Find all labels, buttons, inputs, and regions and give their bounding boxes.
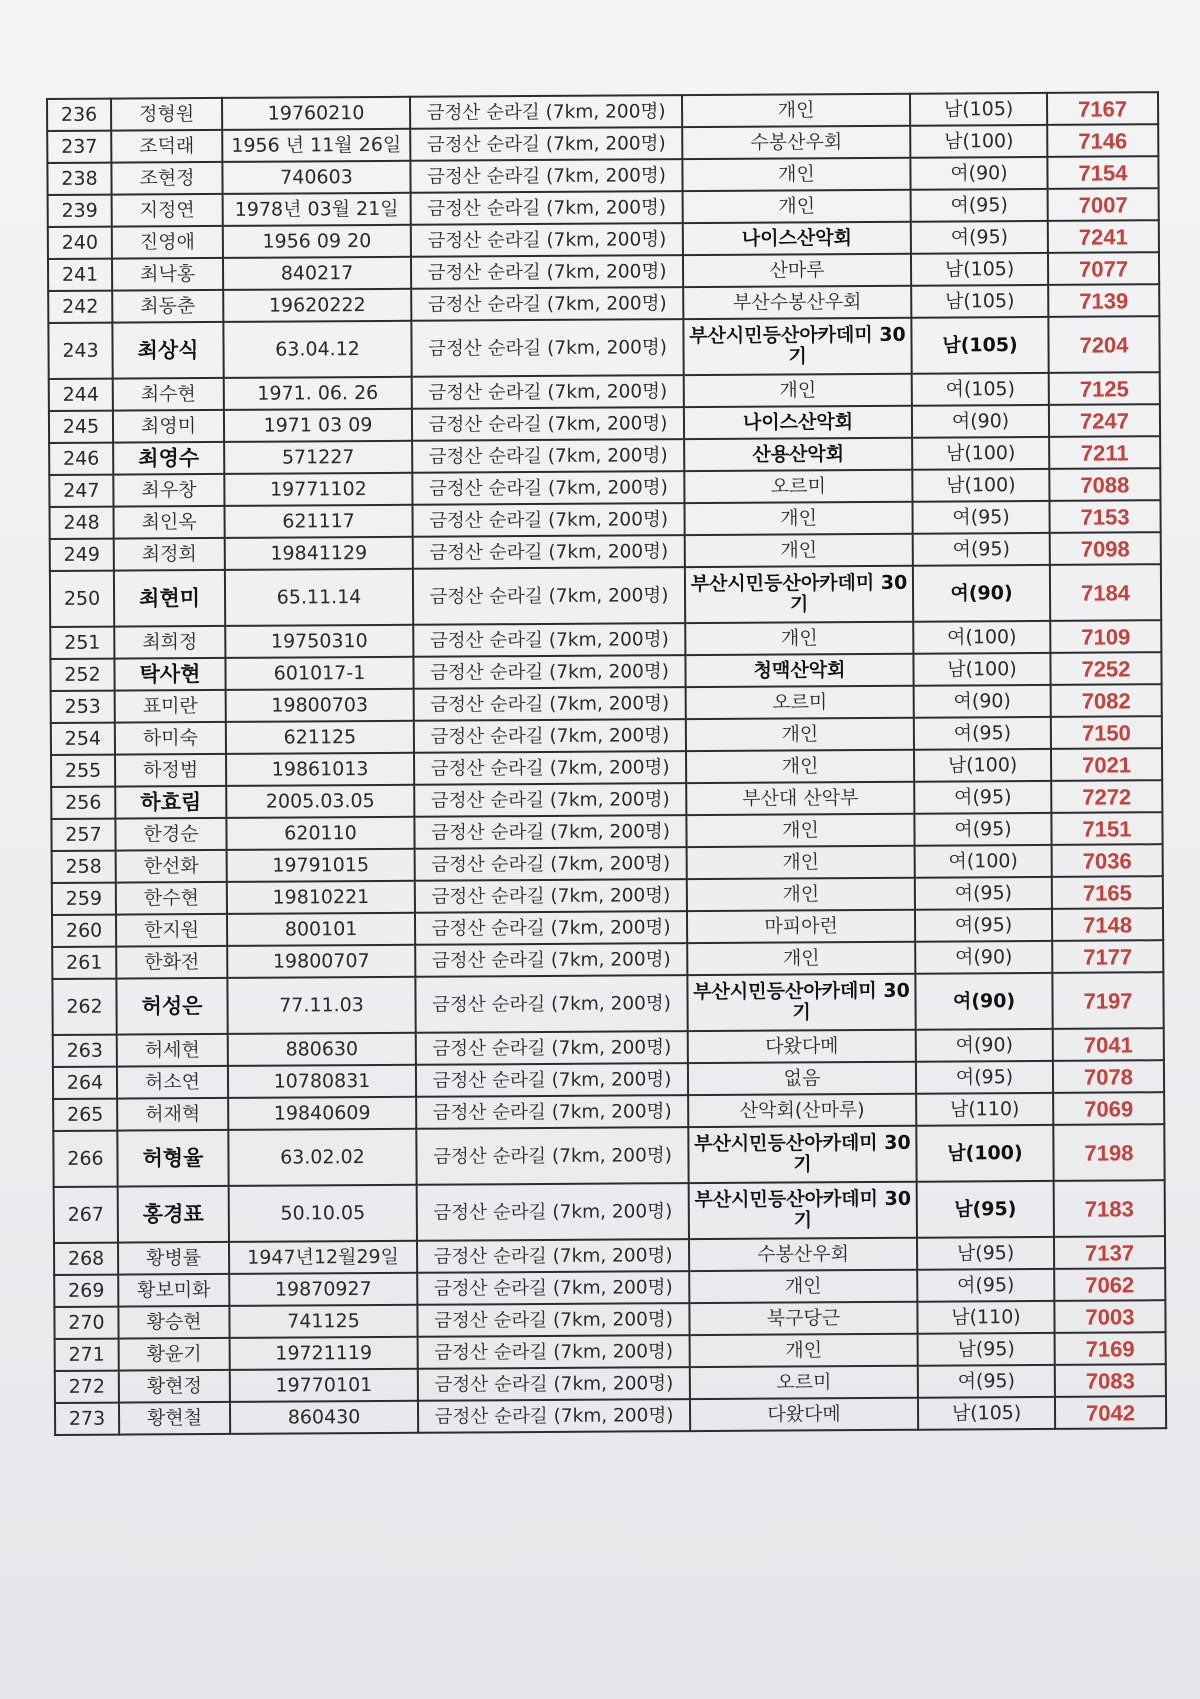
club-cell: 북구당근 <box>689 1302 917 1335</box>
row-number-cell: 255 <box>51 755 115 787</box>
size-cell: 여(95) <box>914 717 1051 750</box>
bib-number-cell: 7088 <box>1049 468 1160 501</box>
bib-number-cell: 7007 <box>1048 188 1159 221</box>
name-cell: 최정희 <box>114 538 225 571</box>
name-cell: 최인옥 <box>113 506 224 539</box>
bib-number-cell: 7139 <box>1048 284 1159 317</box>
bib-number-cell: 7165 <box>1052 876 1163 909</box>
name-cell: 허형율 <box>117 1130 228 1187</box>
course-cell: 금정산 순라길 (7km, 200명) <box>413 567 685 625</box>
size-cell: 여(90) <box>913 565 1050 622</box>
course-cell: 금정산 순라길 (7km, 200명) <box>410 159 682 193</box>
bib-number-cell: 7062 <box>1054 1268 1165 1301</box>
birthdate-cell: 19750310 <box>225 625 413 658</box>
club-cell: 다왔다메 <box>688 1030 916 1063</box>
name-cell: 홍경표 <box>118 1186 229 1243</box>
course-cell: 금정산 순라길 (7km, 200명) <box>410 127 682 161</box>
name-cell: 황윤기 <box>119 1338 230 1371</box>
course-cell: 금정산 순라길 (7km, 200명) <box>412 407 684 441</box>
size-cell: 여(90) <box>910 157 1047 190</box>
row-number-cell: 239 <box>48 195 112 227</box>
row-number-cell: 256 <box>51 787 115 819</box>
size-cell: 남(105) <box>918 1397 1055 1430</box>
club-cell: 개인 <box>687 942 915 975</box>
size-cell: 여(95) <box>911 189 1048 222</box>
row-number-cell: 238 <box>47 163 111 195</box>
size-cell: 여(95) <box>914 781 1051 814</box>
birthdate-cell: 50.10.05 <box>229 1185 417 1242</box>
size-cell: 남(100) <box>910 125 1047 158</box>
club-cell: 부산시민등산아카데미 30기 <box>687 974 915 1031</box>
row-number-cell: 263 <box>53 1035 117 1067</box>
birthdate-cell: 601017-1 <box>225 657 413 690</box>
birthdate-cell: 19791015 <box>227 849 415 882</box>
name-cell: 최희정 <box>114 626 225 659</box>
club-cell: 부산시민등산아카데미 30기 <box>688 1126 916 1183</box>
club-cell: 오르미 <box>690 1366 918 1399</box>
bib-number-cell: 7003 <box>1054 1300 1165 1333</box>
club-cell: 나이스산악회 <box>684 406 912 439</box>
size-cell: 여(90) <box>912 405 1049 438</box>
row-number-cell: 260 <box>52 915 116 947</box>
club-cell: 오르미 <box>686 686 914 719</box>
club-cell: 개인 <box>684 502 912 535</box>
birthdate-cell: 621117 <box>224 505 412 538</box>
birthdate-cell: 880630 <box>228 1033 416 1066</box>
club-cell: 산마루 <box>683 254 911 287</box>
club-cell: 개인 <box>686 718 914 751</box>
name-cell: 황현정 <box>119 1370 230 1403</box>
birthdate-cell: 19810221 <box>227 881 415 914</box>
bib-number-cell: 7021 <box>1051 748 1162 781</box>
club-cell: 오르미 <box>684 470 912 503</box>
size-cell: 여(95) <box>911 221 1048 254</box>
table-row <box>53 1124 1164 1187</box>
size-cell: 여(95) <box>915 877 1052 910</box>
size-cell: 남(100) <box>912 469 1049 502</box>
bib-number-cell: 7041 <box>1053 1028 1164 1061</box>
name-cell: 최영수 <box>113 442 224 475</box>
row-number-cell: 252 <box>50 659 114 691</box>
course-cell: 금정산 순라길 (7km, 200명) <box>418 1367 690 1401</box>
name-cell: 최수현 <box>113 378 224 411</box>
row-number-cell: 240 <box>48 227 112 259</box>
bib-number-cell: 7042 <box>1055 1396 1166 1429</box>
size-cell: 여(95) <box>915 909 1052 942</box>
course-cell: 금정산 순라길 (7km, 200명) <box>415 847 687 881</box>
bib-number-cell: 7069 <box>1053 1092 1164 1125</box>
size-cell: 여(90) <box>915 941 1052 974</box>
course-cell: 금정산 순라길 (7km, 200명) <box>411 191 683 225</box>
bib-number-cell: 7098 <box>1050 532 1161 565</box>
course-cell: 금정산 순라길 (7km, 200명) <box>415 879 687 913</box>
course-cell: 금정산 순라길 (7km, 200명) <box>413 623 685 657</box>
name-cell: 최동춘 <box>112 290 223 323</box>
birthdate-cell: 10780831 <box>228 1065 416 1098</box>
name-cell: 하정범 <box>115 754 226 787</box>
name-cell: 표미란 <box>115 690 226 723</box>
row-number-cell: 248 <box>49 507 113 539</box>
course-cell: 금정산 순라길 (7km, 200명) <box>414 783 686 817</box>
row-number-cell: 246 <box>49 443 113 475</box>
row-number-cell: 250 <box>50 571 114 627</box>
size-cell: 남(100) <box>914 749 1051 782</box>
course-cell: 금정산 순라길 (7km, 200명) <box>416 1095 688 1129</box>
birthdate-cell: 19840609 <box>228 1097 416 1130</box>
row-number-cell: 268 <box>54 1243 118 1275</box>
name-cell: 하미숙 <box>115 722 226 755</box>
club-cell: 개인 <box>682 94 910 127</box>
course-cell: 금정산 순라길 (7km, 200명) <box>412 503 684 537</box>
club-cell: 개인 <box>687 878 915 911</box>
row-number-cell: 244 <box>49 379 113 411</box>
club-cell: 청맥산악회 <box>685 654 913 687</box>
size-cell: 남(105) <box>911 317 1048 374</box>
size-cell: 여(95) <box>917 1269 1054 1302</box>
name-cell: 최현미 <box>114 570 225 627</box>
size-cell: 남(100) <box>913 653 1050 686</box>
course-cell: 금정산 순라길 (7km, 200명) <box>411 319 683 377</box>
birthdate-cell: 19800707 <box>227 945 415 978</box>
name-cell: 최낙홍 <box>112 258 223 291</box>
size-cell: 여(90) <box>916 1029 1053 1062</box>
club-cell: 없음 <box>688 1062 916 1095</box>
bib-number-cell: 7148 <box>1052 908 1163 941</box>
row-number-cell: 245 <box>49 411 113 443</box>
birthdate-cell: 19870927 <box>229 1273 417 1306</box>
name-cell: 최우창 <box>113 474 224 507</box>
name-cell: 황병률 <box>118 1242 229 1275</box>
row-number-cell: 237 <box>47 131 111 163</box>
row-number-cell: 241 <box>48 259 112 291</box>
bib-number-cell: 7169 <box>1055 1332 1166 1365</box>
course-cell: 금정산 순라길 (7km, 200명) <box>418 1335 690 1369</box>
name-cell: 정형원 <box>111 98 222 131</box>
size-cell: 여(105) <box>912 373 1049 406</box>
birthdate-cell: 860430 <box>230 1401 418 1434</box>
size-cell: 남(100) <box>916 1125 1053 1182</box>
course-cell: 금정산 순라길 (7km, 200명) <box>418 1399 690 1433</box>
name-cell: 한선화 <box>116 850 227 883</box>
row-number-cell: 261 <box>52 947 116 979</box>
course-cell: 금정산 순라길 (7km, 200명) <box>410 95 682 129</box>
course-cell: 금정산 순라길 (7km, 200명) <box>414 687 686 721</box>
bib-number-cell: 7183 <box>1054 1180 1165 1237</box>
size-cell: 남(95) <box>917 1181 1054 1238</box>
bib-number-cell: 7036 <box>1052 844 1163 877</box>
participant-table <box>46 91 1167 1436</box>
bib-number-cell: 7197 <box>1052 972 1163 1029</box>
birthdate-cell: 621125 <box>226 721 414 754</box>
table-row <box>55 1396 1166 1435</box>
bib-number-cell: 7247 <box>1049 404 1160 437</box>
birthdate-cell: 1956 년 11월 26일 <box>222 129 410 162</box>
club-cell: 부산시민등산아카데미 30기 <box>685 566 913 623</box>
course-cell: 금정산 순라길 (7km, 200명) <box>411 223 683 257</box>
bib-number-cell: 7083 <box>1055 1364 1166 1397</box>
size-cell: 남(105) <box>911 285 1048 318</box>
club-cell: 개인 <box>686 750 914 783</box>
club-cell: 부산수봉산우회 <box>683 286 911 319</box>
bib-number-cell: 7241 <box>1048 220 1159 253</box>
size-cell: 남(100) <box>912 437 1049 470</box>
birthdate-cell: 19800703 <box>226 689 414 722</box>
birthdate-cell: 65.11.14 <box>225 569 413 626</box>
club-cell: 개인 <box>685 534 913 567</box>
course-cell: 금정산 순라길 (7km, 200명) <box>412 439 684 473</box>
row-number-cell: 269 <box>54 1275 118 1307</box>
birthdate-cell: 740603 <box>222 161 410 194</box>
course-cell: 금정산 순라길 (7km, 200명) <box>415 975 687 1033</box>
size-cell: 여(95) <box>918 1365 1055 1398</box>
bib-number-cell: 7125 <box>1049 372 1160 405</box>
size-cell: 여(100) <box>915 845 1052 878</box>
bib-number-cell: 7211 <box>1049 436 1160 469</box>
row-number-cell: 265 <box>53 1099 117 1131</box>
name-cell: 한화전 <box>116 946 227 979</box>
club-cell: 나이스산악회 <box>683 222 911 255</box>
size-cell: 여(95) <box>916 1061 1053 1094</box>
bib-number-cell: 7177 <box>1052 940 1163 973</box>
bib-number-cell: 7204 <box>1048 316 1159 373</box>
bib-number-cell: 7167 <box>1047 92 1158 125</box>
club-cell: 개인 <box>689 1270 917 1303</box>
course-cell: 금정산 순라길 (7km, 200명) <box>412 471 684 505</box>
birthdate-cell: 19771102 <box>224 473 412 506</box>
bib-number-cell: 7154 <box>1047 156 1158 189</box>
row-number-cell: 270 <box>54 1307 118 1339</box>
course-cell: 금정산 순라길 (7km, 200명) <box>416 1031 688 1065</box>
name-cell: 한경순 <box>115 818 226 851</box>
birthdate-cell: 620110 <box>226 817 414 850</box>
course-cell: 금정산 순라길 (7km, 200명) <box>417 1183 689 1241</box>
club-cell: 개인 <box>683 190 911 223</box>
birthdate-cell: 19620222 <box>223 289 411 322</box>
name-cell: 최상식 <box>112 322 223 379</box>
birthdate-cell: 77.11.03 <box>227 977 415 1034</box>
birthdate-cell: 2005.03.05 <box>226 785 414 818</box>
birthdate-cell: 63.02.02 <box>228 1129 416 1186</box>
bib-number-cell: 7153 <box>1049 500 1160 533</box>
size-cell: 남(110) <box>916 1093 1053 1126</box>
row-number-cell: 247 <box>49 475 113 507</box>
row-number-cell: 259 <box>52 883 116 915</box>
size-cell: 남(105) <box>911 253 1048 286</box>
row-number-cell: 271 <box>55 1339 119 1371</box>
birthdate-cell: 840217 <box>223 257 411 290</box>
club-cell: 개인 <box>684 374 912 407</box>
course-cell: 금정산 순라길 (7km, 200명) <box>414 719 686 753</box>
table-row <box>48 316 1159 379</box>
club-cell: 개인 <box>685 622 913 655</box>
row-number-cell: 267 <box>54 1187 118 1243</box>
bib-number-cell: 7252 <box>1050 652 1161 685</box>
club-cell: 개인 <box>690 1334 918 1367</box>
club-cell: 수봉산우회 <box>689 1238 917 1271</box>
size-cell: 여(90) <box>915 973 1052 1030</box>
birthdate-cell: 19841129 <box>225 537 413 570</box>
name-cell: 허재혁 <box>117 1098 228 1131</box>
course-cell: 금정산 순라길 (7km, 200명) <box>415 943 687 977</box>
row-number-cell: 257 <box>51 819 115 851</box>
course-cell: 금정산 순라길 (7km, 200명) <box>411 287 683 321</box>
course-cell: 금정산 순라길 (7km, 200명) <box>417 1303 689 1337</box>
name-cell: 탁사현 <box>114 658 225 691</box>
bib-number-cell: 7137 <box>1054 1236 1165 1269</box>
club-cell: 다왔다메 <box>690 1398 918 1431</box>
bib-number-cell: 7146 <box>1047 124 1158 157</box>
name-cell: 허소연 <box>117 1066 228 1099</box>
birthdate-cell: 571227 <box>224 441 412 474</box>
size-cell: 남(95) <box>918 1333 1055 1366</box>
course-cell: 금정산 순라길 (7km, 200명) <box>416 1063 688 1097</box>
size-cell: 남(110) <box>917 1301 1054 1334</box>
size-cell: 여(90) <box>914 685 1051 718</box>
row-number-cell: 273 <box>55 1403 119 1435</box>
name-cell: 허세현 <box>117 1034 228 1067</box>
birthdate-cell: 19770101 <box>230 1369 418 1402</box>
row-number-cell: 242 <box>48 291 112 323</box>
club-cell: 개인 <box>687 846 915 879</box>
course-cell: 금정산 순라길 (7km, 200명) <box>414 815 686 849</box>
bib-number-cell: 7082 <box>1051 684 1162 717</box>
bib-number-cell: 7184 <box>1050 564 1161 621</box>
row-number-cell: 249 <box>50 539 114 571</box>
course-cell: 금정산 순라길 (7km, 200명) <box>413 535 685 569</box>
row-number-cell: 236 <box>47 99 111 131</box>
name-cell: 조현정 <box>111 162 222 195</box>
course-cell: 금정산 순라길 (7km, 200명) <box>412 375 684 409</box>
bib-number-cell: 7151 <box>1051 812 1162 845</box>
bib-number-cell: 7109 <box>1050 620 1161 653</box>
name-cell: 황보미화 <box>118 1274 229 1307</box>
course-cell: 금정산 순라길 (7km, 200명) <box>411 255 683 289</box>
name-cell: 한지원 <box>116 914 227 947</box>
club-cell: 부산대 산악부 <box>686 782 914 815</box>
bib-number-cell: 7198 <box>1053 1124 1164 1181</box>
name-cell: 조덕래 <box>111 130 222 163</box>
name-cell: 황승현 <box>118 1306 229 1339</box>
name-cell: 하효림 <box>115 786 226 819</box>
club-cell: 산악회(산마루) <box>688 1094 916 1127</box>
bib-number-cell: 7150 <box>1051 716 1162 749</box>
course-cell: 금정산 순라길 (7km, 200명) <box>413 655 685 689</box>
name-cell: 황현철 <box>119 1402 230 1435</box>
birthdate-cell: 1978년 03월 21일 <box>223 193 411 226</box>
size-cell: 여(95) <box>913 533 1050 566</box>
table-body <box>47 92 1166 1435</box>
club-cell: 산용산악회 <box>684 438 912 471</box>
row-number-cell: 253 <box>51 691 115 723</box>
club-cell: 개인 <box>682 158 910 191</box>
name-cell: 진영애 <box>112 226 223 259</box>
bib-number-cell: 7272 <box>1051 780 1162 813</box>
club-cell: 마피아런 <box>687 910 915 943</box>
row-number-cell: 243 <box>48 323 112 379</box>
course-cell: 금정산 순라길 (7km, 200명) <box>416 1127 688 1185</box>
row-number-cell: 258 <box>52 851 116 883</box>
name-cell: 지정연 <box>112 194 223 227</box>
name-cell: 허성은 <box>116 978 227 1035</box>
size-cell: 여(95) <box>912 501 1049 534</box>
table-row <box>50 564 1161 627</box>
row-number-cell: 266 <box>53 1131 117 1187</box>
bib-number-cell: 7077 <box>1048 252 1159 285</box>
birthdate-cell: 63.04.12 <box>223 321 411 378</box>
size-cell: 여(100) <box>913 621 1050 654</box>
course-cell: 금정산 순라길 (7km, 200명) <box>417 1271 689 1305</box>
name-cell: 한수현 <box>116 882 227 915</box>
row-number-cell: 251 <box>50 627 114 659</box>
row-number-cell: 264 <box>53 1067 117 1099</box>
course-cell: 금정산 순라길 (7km, 200명) <box>414 751 686 785</box>
birthdate-cell: 19760210 <box>222 97 410 130</box>
birthdate-cell: 741125 <box>229 1305 417 1338</box>
birthdate-cell: 19861013 <box>226 753 414 786</box>
table-row <box>54 1180 1165 1243</box>
bib-number-cell: 7078 <box>1053 1060 1164 1093</box>
birthdate-cell: 1971 03 09 <box>224 409 412 442</box>
club-cell: 개인 <box>686 814 914 847</box>
birthdate-cell: 1971. 06. 26 <box>224 377 412 410</box>
club-cell: 부산시민등산아카데미 30기 <box>689 1182 917 1239</box>
birthdate-cell: 1956 09 20 <box>223 225 411 258</box>
course-cell: 금정산 순라길 (7km, 200명) <box>415 911 687 945</box>
club-cell: 부산시민등산아카데미 30기 <box>683 318 911 375</box>
name-cell: 최영미 <box>113 410 224 443</box>
size-cell: 남(105) <box>910 93 1047 126</box>
course-cell: 금정산 순라길 (7km, 200명) <box>417 1239 689 1273</box>
row-number-cell: 254 <box>51 723 115 755</box>
club-cell: 수봉산우회 <box>682 126 910 159</box>
row-number-cell: 262 <box>52 979 116 1035</box>
row-number-cell: 272 <box>55 1371 119 1403</box>
size-cell: 남(95) <box>917 1237 1054 1270</box>
birthdate-cell: 1947년12월29일 <box>229 1241 417 1274</box>
birthdate-cell: 19721119 <box>230 1337 418 1370</box>
table-row <box>52 972 1163 1035</box>
size-cell: 여(95) <box>914 813 1051 846</box>
birthdate-cell: 800101 <box>227 913 415 946</box>
